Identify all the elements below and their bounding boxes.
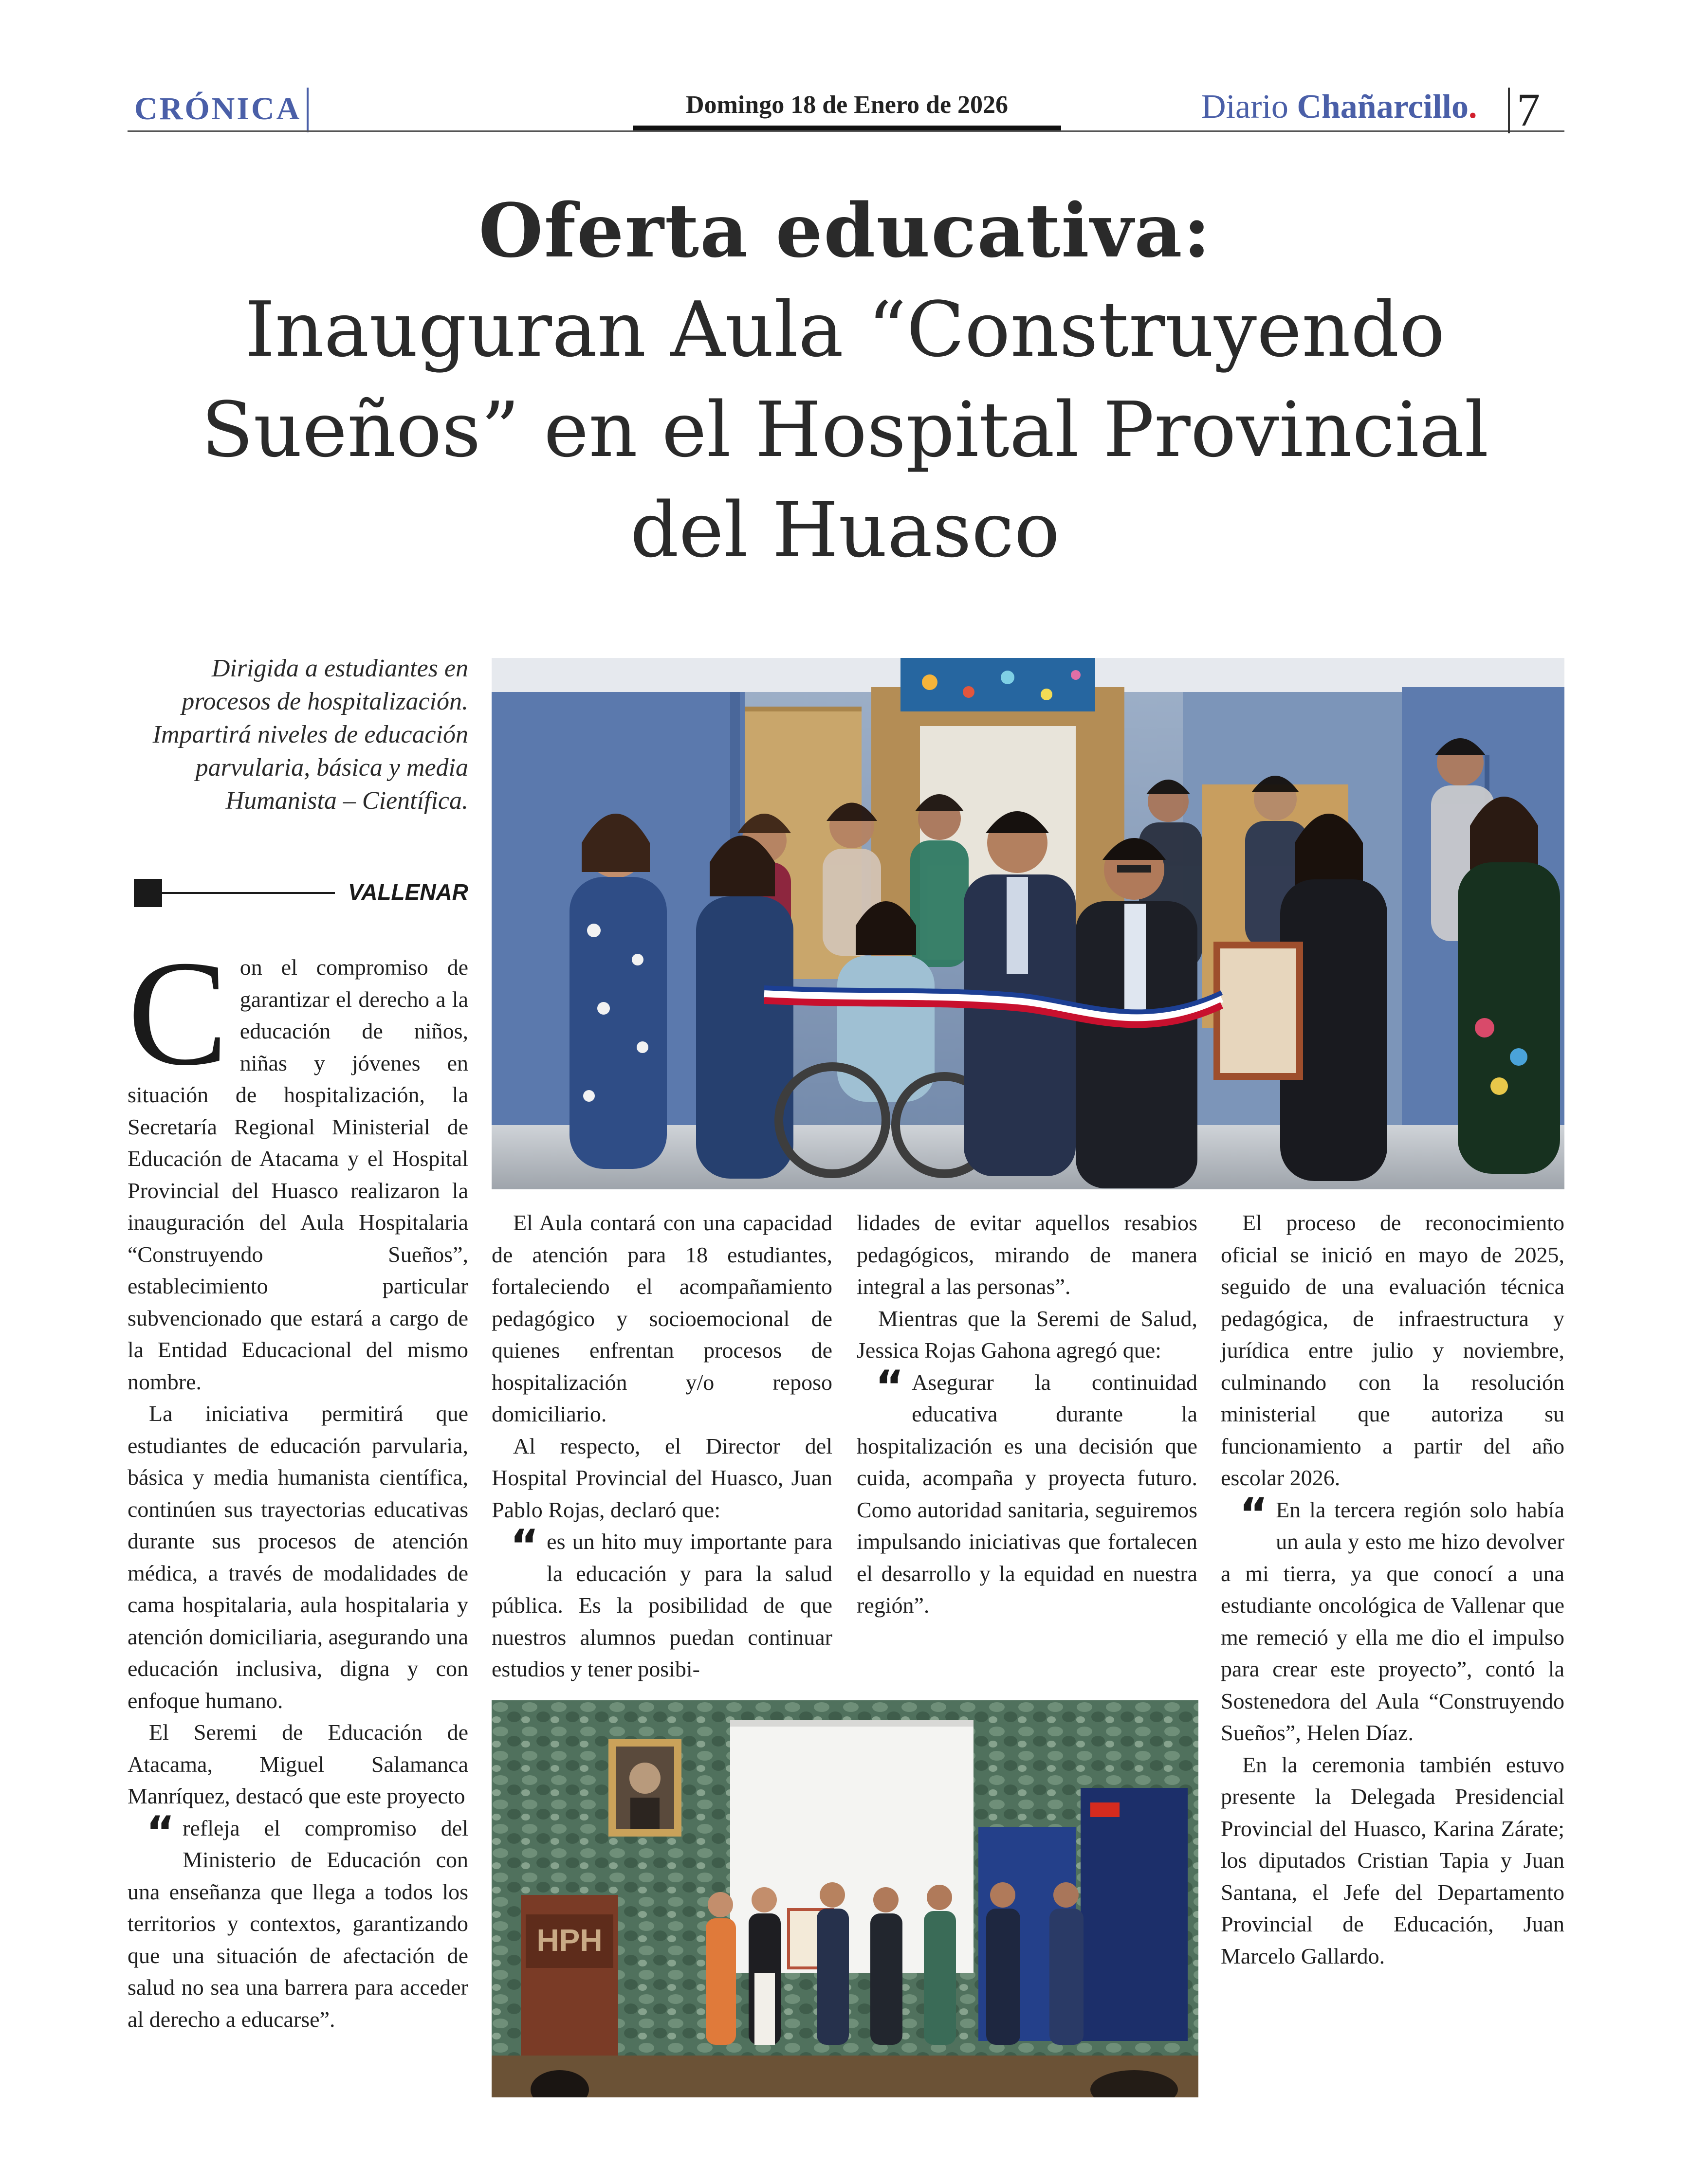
dateline-rule bbox=[162, 892, 335, 894]
quote-mark-icon: “ bbox=[510, 1520, 539, 1571]
issue-date: Domingo 18 de Enero de 2026 bbox=[685, 91, 1009, 119]
quote-text: En la tercera región solo había un aula y esto me hizo devolver a mi tierra, ya que conocí a una estudiante oncológica de Vallenar que me remeció y ella me dio el impulso para crear este proyecto”, contó la Sostenedora del Aula “Construyendo Sueños”, Helen Díaz. bbox=[1221, 1497, 1564, 1745]
quote-paragraph bbox=[492, 1520, 832, 1685]
quote-mark-icon: “ bbox=[146, 1806, 175, 1858]
headline-kicker: Oferta educativa: bbox=[478, 187, 1212, 274]
paragraph-text: on el compromiso de garantizar el derecho a la educación de niños, niñas y jóvenes en situación de hospitalización, la Secretaría Regional Ministerial de Educación de Atacama y el Hospital Provincial del Huasco realizaron la inauguración del Aula Hospitalaria “Construyendo Sueños”, establecimiento particular subvencionado que estará a cargo de la Entidad Educacional del mismo nombre. bbox=[128, 955, 468, 1394]
page-number-divider bbox=[1508, 88, 1510, 133]
paragraph: En la ceremonia también estuvo presente la Delegada Presidencial Provincial del Huasco, Karina Zárate; los diputados Cristian Tapia y Juan Santana, el Jefe del Departamento Provincial de Educación, Juan Marcelo Gallardo. bbox=[1221, 1752, 1564, 1968]
dateline: VALLENAR bbox=[348, 879, 468, 905]
quote-text: Asegurar la continuidad educativa durante la hospitalización es una decisión que cuida, acompaña y proyecta futuro. Como autoridad sanitaria, seguiremos impulsando iniciativas que fortalecen el desarrollo y la equidad en nuestra región”. bbox=[857, 1369, 1197, 1618]
headline-title: Inauguran Aula “Construyendo Sueños” en el Hospital Provincial del Huasco bbox=[201, 285, 1489, 574]
photo-ribbon-cutting bbox=[492, 658, 1564, 1189]
quote-mark-icon: “ bbox=[875, 1361, 904, 1412]
paragraph: La iniciativa permitirá que estudiantes de educación parvularia, básica y media humanista científica, continúen sus trayectorias educativas durante sus procesos de atención médica, a través de modalidades de cama hospitalaria, aula hospitalaria y atención domiciliaria, asegurando una educación inclusiva, digna y con enfoque humano. bbox=[128, 1401, 468, 1713]
quote-paragraph bbox=[857, 1361, 1197, 1621]
article-column-4 bbox=[1221, 1207, 1564, 1972]
paragraph: lidades de evitar aquellos resabios pedagógicos, mirando de manera integral a las personas”. bbox=[857, 1210, 1197, 1299]
section-label: CRÓNICA bbox=[134, 91, 302, 127]
paragraph: El Seremi de Educación de Atacama, Miguel Salamanca Manríquez, destacó que este proyecto bbox=[128, 1720, 468, 1808]
photo-group-ceremony bbox=[492, 1700, 1198, 2097]
article-column-3 bbox=[857, 1207, 1197, 1621]
masthead-name: Chañarcillo bbox=[1297, 88, 1469, 126]
quote-paragraph bbox=[128, 1806, 468, 2036]
paragraph: El proceso de reconocimiento oficial se inició en mayo de 2025, seguido de una evaluación técnica pedagógica, de infraestructura y jurídica entre julio y noviembre, culminando con la resolución ministerial que autoriza su funcionamiento a partir del año escolar 2026. bbox=[1221, 1210, 1564, 1490]
podium-sign: HPH bbox=[536, 1923, 603, 1958]
page-number: 7 bbox=[1517, 84, 1540, 136]
paragraph-lead bbox=[128, 930, 468, 1398]
paragraph: El Aula contará con una capacidad de atención para 18 estudiantes, fortaleciendo el acompañamiento pedagógico y socioemocional de quienes enfrentan procesos de hospitalización y/o reposo domiciliario. bbox=[492, 1210, 832, 1426]
paragraph: Mientras que la Seremi de Salud, Jessica Rojas Gahona agregó que: bbox=[857, 1306, 1197, 1363]
article-column-2 bbox=[492, 1207, 832, 1685]
masthead-prefix: Diario bbox=[1201, 88, 1288, 126]
masthead-dot: . bbox=[1468, 88, 1477, 126]
dateline-square-icon bbox=[134, 879, 162, 907]
quote-text: refleja el compromiso del Ministerio de Educación con una enseñanza que llega a todos los territorios y contextos, garantizando que una situación de afectación de salud no sea una barrera para acceder al derecho a educarse”. bbox=[128, 1815, 468, 2032]
quote-text: es un hito muy importante para la educación y para la salud pública. Es la posibilidad de que nuestros alumnos puedan continuar estudios y tener posibi- bbox=[492, 1529, 832, 1681]
drop-cap: C bbox=[128, 930, 228, 1097]
quote-mark-icon: “ bbox=[1239, 1488, 1268, 1540]
quote-paragraph bbox=[1221, 1488, 1564, 1749]
masthead bbox=[1201, 88, 1477, 127]
section-divider bbox=[307, 88, 309, 132]
header-rule bbox=[128, 130, 1564, 132]
article-column-1 bbox=[128, 930, 468, 2035]
article-deck: Dirigida a estudiantes en procesos de hospitalización. Impartirá niveles de educación parvularia, básica y media Humanista – Científica. bbox=[152, 655, 468, 815]
paragraph: Al respecto, el Director del Hospital Provincial del Huasco, Juan Pablo Rojas, declaró que: bbox=[492, 1433, 832, 1522]
